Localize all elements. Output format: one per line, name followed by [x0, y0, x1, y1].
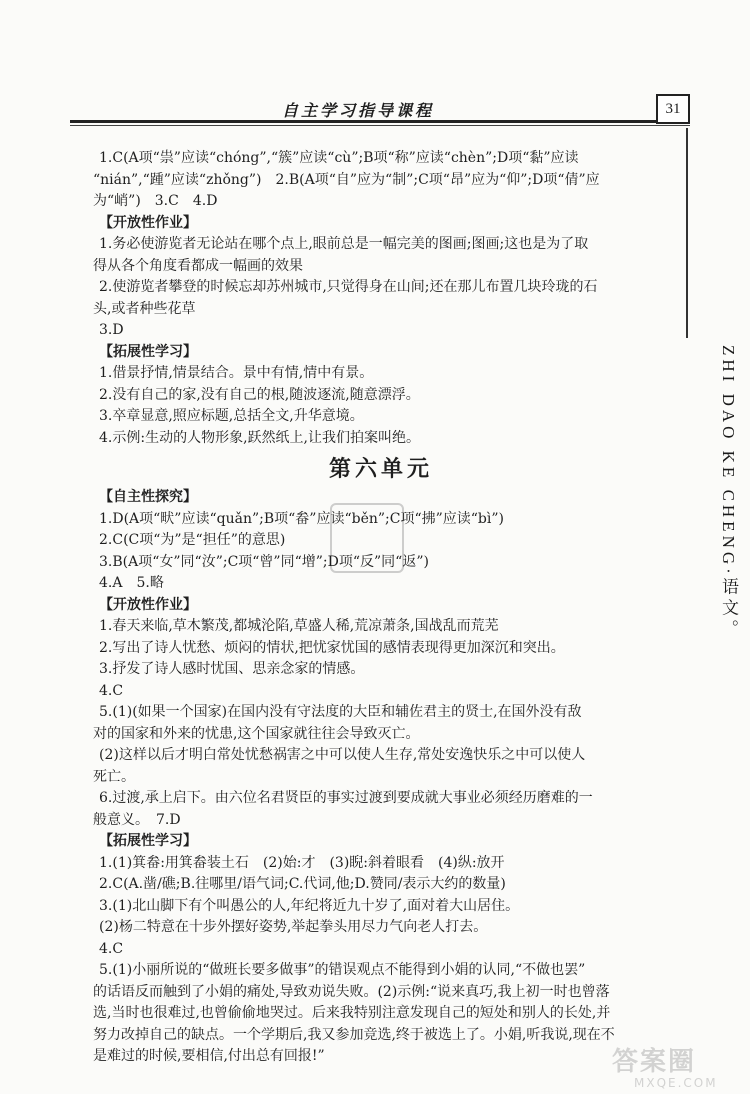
answer-line: 3.抒发了诗人感时忧国、思亲念家的情感。	[99, 661, 365, 677]
answer-line: 为“峭”) 3.C 4.D	[93, 193, 218, 209]
side-course-label: ZHI DAO KE CHENG·语文。	[719, 345, 738, 641]
answers-block-2	[93, 234, 669, 342]
answer-line: 4.C	[99, 940, 124, 957]
answer-line: 般意义。 7.D	[93, 811, 181, 828]
answer-line: 3.(1)北山脚下有个叫愚公的人,年纪将近九十岁了,面对着大山居住。	[99, 897, 520, 914]
page-header	[70, 88, 690, 128]
site-watermark	[612, 1048, 742, 1088]
answer-line: (2)这样以后才明白常处忧愁祸害之中可以使人生存,常处安逸快乐之中可以使人	[99, 747, 586, 763]
answer-line: 6.过渡,承上启下。由六位名君贤臣的事实过渡到要成就大事业必须经历磨难的一	[99, 790, 593, 806]
answers-block-6	[93, 853, 669, 1068]
answer-line: 4.C	[99, 682, 124, 699]
answer-line: 的话语反而触到了小娟的痛处,导致劝说失败。(2)示例:“说来真巧,我上初一时也曾落	[93, 983, 610, 1000]
answer-line: 4.示例:生动的人物形象,跃然纸上,让我们拍案叫绝。	[99, 429, 420, 446]
section-heading-open-homework: 【开放性作业】	[99, 214, 197, 231]
answer-line: 1.务必使游览者无论站在哪个点上,眼前总是一幅完美的图画;图画;这也是为了取	[99, 236, 589, 252]
answer-line: 选,当时也很难过,也曾偷偷地哭过。后来我特别注意发现自己的短处和别人的长处,并	[93, 1005, 611, 1021]
answer-line: 2.使游览者攀登的时候忘却苏州城市,只觉得身在山间;还在那儿布置几块玲珑的石	[99, 279, 598, 295]
answer-line: 2.没有自己的家,没有自己的根,随波逐流,随意漂浮。	[99, 386, 420, 403]
side-rule	[686, 128, 688, 338]
answer-line: 4.A 5.略	[99, 575, 164, 591]
answer-line: 1.借景抒情,情景结合。景中有情,情中有景。	[99, 365, 374, 381]
answer-content	[93, 148, 669, 1068]
watermark-logo-text: 答案圈	[612, 1047, 697, 1077]
answer-line: 5.(1)小丽所说的“做班长要多做事”的错误观点不能得到小娟的认同,“不做也罢”	[99, 962, 586, 978]
answer-line: “nián”,“踵”应读“zhǒng”) 2.B(A项“自”应为“制”;C项“昂”应为“仰”;D项“倩”应	[93, 171, 600, 188]
header-rule-thin	[70, 125, 690, 126]
answer-line: 2.C(C项“为”是“担任”的意思)	[99, 532, 286, 548]
unit-title: 第六单元	[328, 456, 433, 482]
answer-line: 是难过的时候,要相信,付出总有回报!”	[93, 1048, 325, 1064]
answer-line: 1.C(A项“祟”应读“chóng”,“簇”应读“cù”;B项“称”应读“chèn”;D项“黏”应读	[99, 150, 579, 166]
section-heading-extended-study-2: 【拓展性学习】	[99, 833, 197, 849]
answer-line: 1.D(A项“畎”应读“quǎn”;B项“畚”应读“běn”;C项“拂”应读“bì”)	[99, 510, 504, 527]
section-heading-extended-study: 【拓展性学习】	[99, 343, 197, 360]
answer-line: 2.写出了诗人忧愁、烦闷的情状,把忧家忧国的感情表现得更加深沉和突出。	[99, 639, 565, 656]
section-heading-self-inquiry: 【自主性探究】	[99, 489, 197, 505]
answers-block-5	[93, 616, 669, 831]
answers-block-4	[93, 509, 669, 595]
watermark-url: MXQE.COM	[634, 1076, 718, 1090]
answer-line: (2)杨二特意在十步外摆好姿势,举起拳头用尽力气向老人打去。	[99, 919, 488, 935]
answer-line: 头,或者种些花草	[93, 300, 196, 317]
answer-line: 5.(1)(如果一个国家)在国内没有守法度的大臣和辅佐君主的贤士,在国外没有敌	[99, 704, 582, 720]
header-title: 自主学习指导课程	[282, 101, 435, 120]
header-rule	[70, 120, 690, 123]
section-heading-open-homework-2: 【开放性作业】	[99, 596, 197, 613]
answer-line: 3.B(A项“女”同“汝”;C项“曾”同“增”;D项“反”同“返”)	[99, 553, 429, 570]
answer-line: 1.(1)箕畚:用箕畚装土石 (2)始:才 (3)睨:斜着眼看 (4)纵:放开	[99, 854, 505, 871]
answer-line: 努力改掉自己的缺点。一个学期后,我又参加竞选,终于被选上了。小娟,听我说,现在不	[93, 1026, 615, 1043]
answer-line: 1.春天来临,草木繁茂,都城沦陷,草盛人稀,荒凉萧条,国战乱而荒芜	[99, 618, 499, 634]
answer-line: 2.C(A.凿/礁;B.往哪里/语气词;C.代词,他;D.赞同/表示大约的数量)	[99, 876, 506, 892]
answer-line: 得从各个角度看都成一幅画的效果	[93, 257, 303, 274]
answer-line: 死亡。	[93, 768, 135, 785]
answers-block-3	[93, 363, 669, 449]
answer-line: 3.卒章显意,照应标题,总括全文,升华意境。	[99, 408, 364, 424]
answers-block-1	[93, 148, 669, 213]
answer-line: 对的国家和外来的忧患,这个国家就往往会导致灭亡。	[93, 725, 420, 742]
page-number: 31	[656, 94, 690, 124]
answer-line: 3.D	[99, 322, 124, 338]
